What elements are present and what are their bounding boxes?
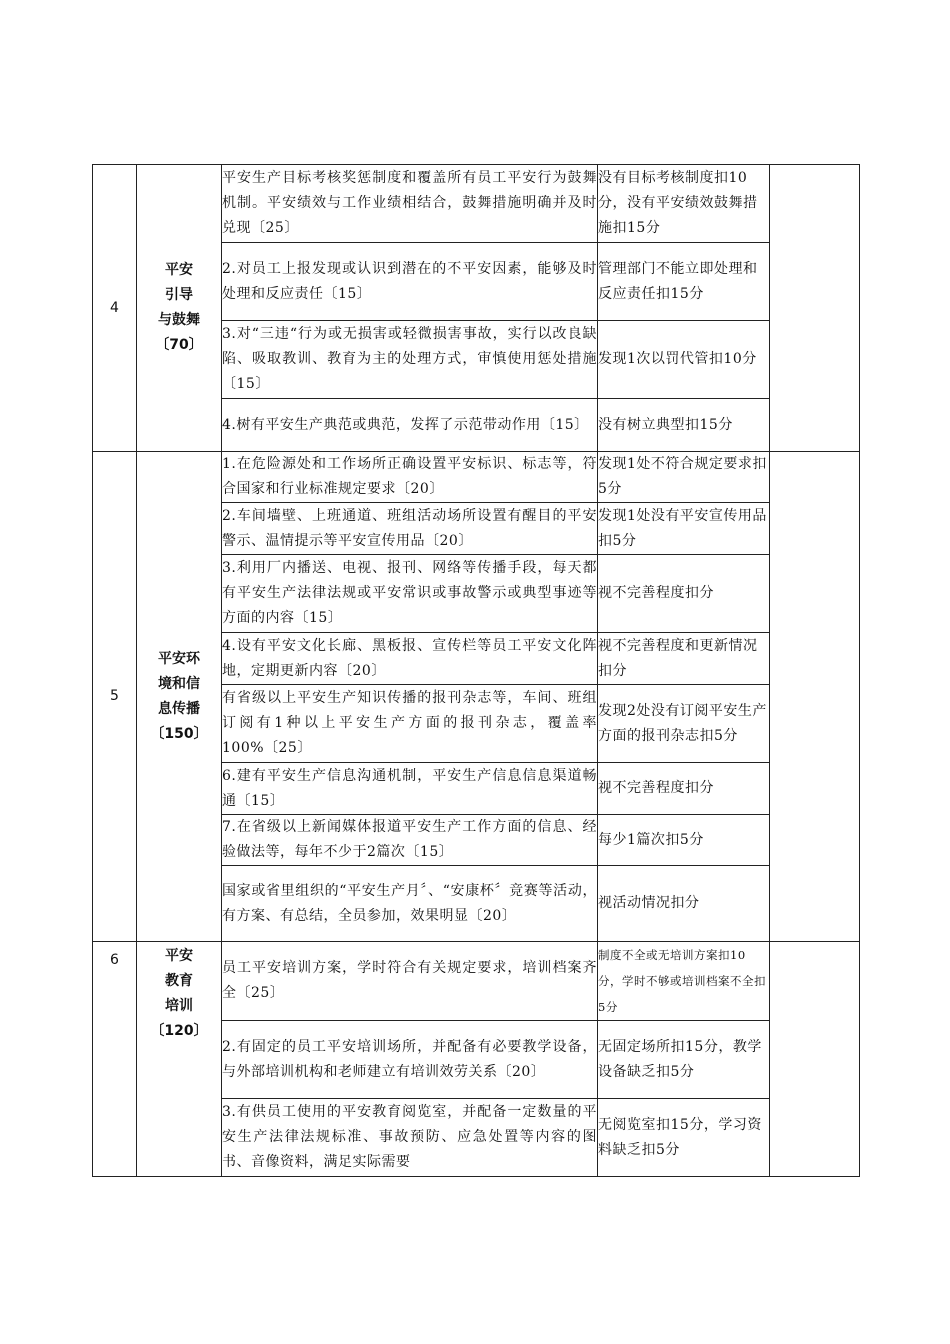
item-deduction: 发现2处没有订阅平安生产方面的报刊杂志扣5分 — [598, 685, 770, 763]
category-line: 〔120〕 — [150, 1023, 208, 1039]
category-cell — [137, 942, 222, 1177]
row-number: 6 — [93, 942, 137, 1177]
item-content: 2.对员工上报发现或认识到潜在的不平安因素，能够及时处理和反应责任〔15〕 — [222, 243, 598, 321]
category-line: 〔70〕 — [155, 337, 203, 353]
item-deduction: 视不完善程度扣分 — [598, 555, 770, 633]
item-content: 3.利用厂内播送、电视、报刊、网络等传播手段，每天都有平安生产法律法规或平安常识或事故警示或典型事迹等方面的内容〔15〕 — [222, 555, 598, 633]
score-cell — [770, 165, 860, 452]
item-deduction: 管理部门不能立即处理和反应责任扣15分 — [598, 243, 770, 321]
item-deduction: 没有树立典型扣15分 — [598, 399, 770, 452]
category-cell — [137, 165, 222, 452]
category-line: 息传播 — [158, 700, 200, 717]
table-row — [93, 452, 860, 503]
item-deduction: 视活动情况扣分 — [598, 866, 770, 942]
row-number: 4 — [93, 165, 137, 452]
item-deduction: 发现1处没有平安宣传用品扣5分 — [598, 503, 770, 555]
table-row — [93, 165, 860, 243]
category-line: 平安 — [165, 948, 193, 964]
item-content: 有省级以上平安生产知识传播的报刊杂志等，车间、班组订阅有1种以上平安生产方面的报刊杂志，覆盖率100%〔25〕 — [222, 685, 598, 763]
category-line: 培训 — [165, 998, 193, 1014]
score-cell — [770, 452, 860, 942]
item-content: 4.树有平安生产典范或典范，发挥了示范带动作用〔15〕 — [222, 399, 598, 452]
item-content: 1.在危险源处和工作场所正确设置平安标识、标志等，符合国家和行业标准规定要求〔20〕 — [222, 452, 598, 503]
table-row — [93, 942, 860, 1021]
item-deduction: 视不完善程度扣分 — [598, 763, 770, 815]
category-cell — [137, 452, 222, 942]
category-line: 平安环 — [158, 650, 200, 667]
category-line: 与鼓舞 — [158, 312, 200, 328]
item-content: 4.设有平安文化长廊、黑板报、宣传栏等员工平安文化阵地，定期更新内容〔20〕 — [222, 633, 598, 685]
row-number: 5 — [93, 452, 137, 942]
item-content: 6.建有平安生产信息沟通机制，平安生产信息信息渠道畅通〔15〕 — [222, 763, 598, 815]
item-deduction: 无阅览室扣15分，学习资料缺乏扣5分 — [598, 1099, 770, 1177]
item-deduction: 视不完善程度和更新情况扣分 — [598, 633, 770, 685]
item-deduction: 制度不全或无培训方案扣10分，学时不够或培训档案不全扣5分 — [598, 942, 770, 1021]
category-line: 引导 — [165, 287, 193, 303]
item-content: 员工平安培训方案，学时符合有关规定要求，培训档案齐全〔25〕 — [222, 942, 598, 1021]
category-line: 境和信 — [158, 675, 200, 692]
item-content: 2.车间墙壁、上班通道、班组活动场所设置有醒目的平安警示、温情提示等平安宣传用品〔20〕 — [222, 503, 598, 555]
item-deduction: 无固定场所扣15分，教学设备缺乏扣5分 — [598, 1021, 770, 1099]
item-content: 平安生产目标考核奖惩制度和覆盖所有员工平安行为鼓舞机制。平安绩效与工作业绩相结合，鼓舞措施明确并及时兑现〔25〕 — [222, 165, 598, 243]
item-deduction: 发现1次以罚代管扣10分 — [598, 321, 770, 399]
category-line: 教育 — [165, 973, 193, 989]
item-deduction: 发现1处不符合规定要求扣5分 — [598, 452, 770, 503]
category-line: 〔150〕 — [150, 725, 208, 742]
evaluation-table — [92, 164, 860, 1177]
score-cell — [770, 942, 860, 1177]
item-content: 国家或省里组织的“平安生产月〞、“安康杯〞竞赛等活动，有方案、有总结，全员参加，效果明显〔20〕 — [222, 866, 598, 942]
item-content: 7.在省级以上新闻媒体报道平安生产工作方面的信息、经验做法等，每年不少于2篇次〔15〕 — [222, 815, 598, 866]
item-content: 3.有供员工使用的平安教育阅览室，并配备一定数量的平安生产法律法规标准、事故预防、应急处置等内容的图书、音像资料，满足实际需要 — [222, 1099, 598, 1177]
item-deduction: 没有目标考核制度扣10分，没有平安绩效鼓舞措施扣15分 — [598, 165, 770, 243]
category-line: 平安 — [165, 262, 193, 278]
item-deduction: 每少1篇次扣5分 — [598, 815, 770, 866]
item-content: 2.有固定的员工平安培训场所，并配备有必要教学设备，与外部培训机构和老师建立有培训效劳关系〔20〕 — [222, 1021, 598, 1099]
item-content: 3.对“三违“行为或无损害或轻微损害事故，实行以改良缺陷、吸取教训、教育为主的处理方式，审慎使用惩处措施〔15〕 — [222, 321, 598, 399]
